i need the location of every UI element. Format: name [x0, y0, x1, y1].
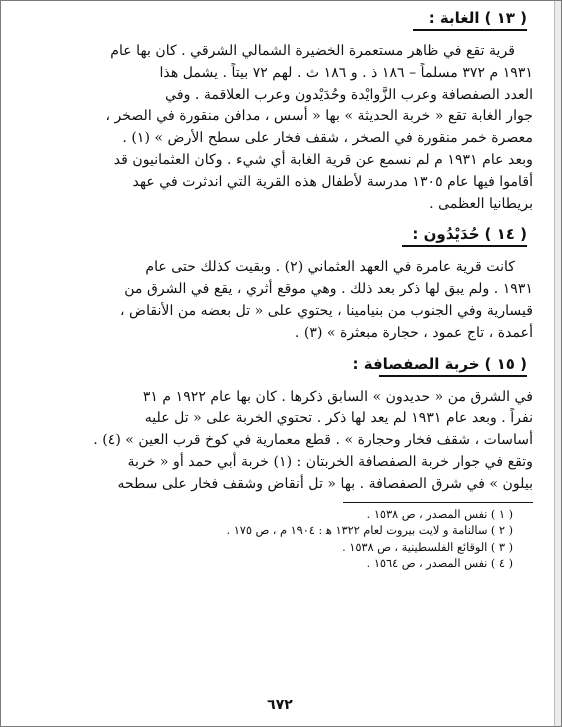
text-line: وتقع في جوار خربة الصفصافة الخربتان : (١) خربة أبي حمد أو « خربة	[127, 453, 533, 470]
footnote: ( ١ ) نفس المصدر ، ص ١٥٣٨ .	[366, 507, 513, 521]
text-line: العدد الصفصافة وعرب الزَّوايْدة وحُدَيْدون وعرب العلاقمة . وفي	[165, 86, 533, 103]
text-line: قرية تقع في ظاهر مستعمرة الخضيرة الشمالي الشرقي . كان بها عام	[110, 43, 515, 59]
section-number: ( ١٣ )	[484, 9, 527, 27]
text-line: وبعد عام ١٩٣١ م لم نسمع عن قرية الغابة أي شيء . وكان العثمانيون قد	[113, 151, 533, 168]
section-number: ( ١٥ )	[484, 354, 527, 373]
footnote-separator	[343, 502, 533, 503]
text-line: قيسارية وفي الجنوب من بنيامينا ، يحتوي على « تل بعضه من الأنقاض ،	[120, 302, 533, 319]
heading-underline	[402, 245, 527, 247]
footnote: ( ٣ ) الوقائع الفلسطينية ، ص ١٥٣٨ .	[342, 540, 513, 554]
text-line: ١٩٣١ . ولم يبق لها ذكر بعد ذلك . وهي موقع أثري ، يقع في الشرق من	[124, 281, 533, 298]
text-line: بيلون » في شرق الصفصافة . بها « تل أنقاض وشقف فخار على سطحه	[117, 475, 533, 492]
text-line: أعمدة ، تاج عمود ، حجارة مبعثرة » (٣) .	[294, 324, 533, 341]
vertical-scrollbar[interactable]	[554, 1, 561, 726]
text-line: جوار الغابة تقع « خربة الحديثة » بها « أسس ، مدافن منقورة في الصخر ،	[105, 108, 533, 125]
heading-underline	[379, 375, 527, 377]
section-heading-13	[27, 7, 527, 29]
section-13-paragraph	[27, 41, 533, 215]
book-page	[27, 7, 533, 719]
section-heading-14	[27, 223, 527, 245]
section-heading-15	[27, 353, 527, 375]
section-14-paragraph	[27, 257, 533, 344]
text-line: أساسات ، شقف فخار وحجارة » . قطع معمارية في كوخ قرب العين » (٤) .	[93, 432, 533, 449]
section-number: ( ١٤ )	[484, 225, 527, 244]
text-line: كانت قرية عامرة في العهد العثماني (٢) . وبقيت كذلك حتى عام	[145, 259, 515, 276]
text-line: ١٩٣١ م ٣٧٢ مسلماً – ١٨٦ ذ . و ١٨٦ ث . لهم ٧٢ بيتاً . يشمل هذا	[159, 64, 533, 81]
text-line: في الشرق من « حديدون » السابق ذكرها . كان بها عام ١٩٢٢ م ٣١	[142, 388, 533, 405]
text-line: بريطانيا العظمى .	[429, 195, 533, 212]
text-line: نفراً . وبعد عام ١٩٣١ لم يعد لها ذكر . تحتوي الخربة على « تل عليه	[144, 410, 533, 427]
text-line: معصرة خمر منقورة في الصخر ، شقف فخار على سطح الأرض » (١) .	[122, 130, 533, 147]
section-title: الغابة :	[428, 9, 480, 27]
page-number: ٦٧٢	[267, 697, 293, 713]
section-title: خربة الصفصافة :	[352, 354, 480, 373]
footnotes	[27, 507, 533, 573]
footnote: ( ٤ ) نفس المصدر ، ص ١٥٦٤ .	[366, 557, 513, 571]
footnote: ( ٢ ) سالنامة و لايت بيروت لعام ١٣٢٢ ﻫ : ١٩٠٤ م ، ص ١٧٥ .	[226, 524, 513, 538]
section-15-paragraph	[27, 387, 533, 496]
text-line: أقاموا فيها عام ١٣٠٥ مدرسة لأطفال هذه القرية التي اندثرت في عهد	[132, 173, 533, 190]
section-title: حُدَيْدُون :	[412, 225, 480, 244]
heading-underline	[413, 29, 527, 31]
